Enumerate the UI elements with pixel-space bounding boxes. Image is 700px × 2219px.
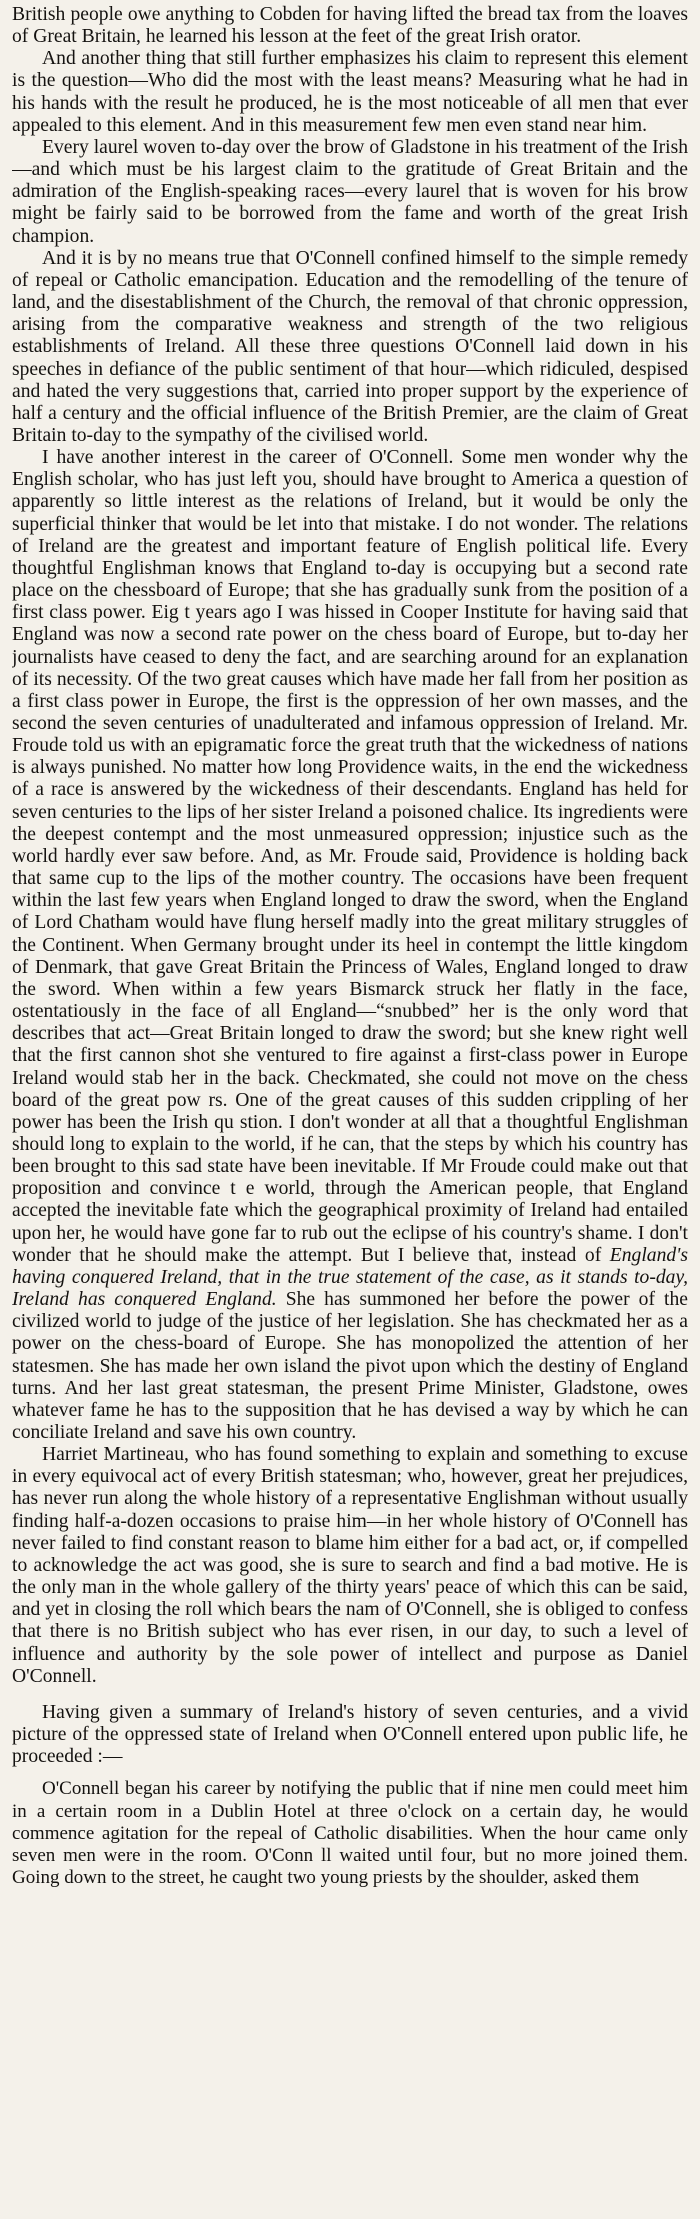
paragraph-summary-intro: Having given a summary of Ireland's history of seven centuries, and a vivid picture of the oppressed state of Ireland when O'Connell entered upon public life, he proceeded :— — [12, 1701, 688, 1768]
paragraph-harriet-martineau: Harriet Martineau, who has found something to explain and something to excuse in every equivocal act of every British statesman; who, however, great her prejudices, has never run along the whole history of a representative Englishman without usually finding half-a-dozen occasions to praise him—in her whole history of O'Connell has never failed to find constant reason to blame him either for a bad act, or, if compelled to acknowledge the act was good, she is sure to search and find a bad motive. He is the only man in the whole gallery of the thirty years' peace of which this can be said, and yet in closing the roll which bears the nam of O'Connell, she is obliged to confess that there is no British subject who has ever risen, in our day, to such a level of influence and authority by the sole power of intellect and purpose as Daniel O'Connell. — [12, 1444, 688, 1687]
paragraph-oconnell-career: O'Connell began his career by notifying the public that if nine men could meet him in a certain room in a Dublin Hotel at three o'clock on a certain day, he would commence agitation for the repeal of Catholic disabilities. When the hour came only seven men were in the room. O'Conn ll waited until four, but no more joined them. Going down to the street, he caught two young priests by the shoulder, asked them — [12, 1778, 688, 1888]
italic-emphasis: England's having conquered Ireland, that in the true statement of the case, as it stands to-day, Ireland has conquered England. — [12, 1244, 688, 1311]
paragraph-england-second-rate — [12, 447, 688, 1444]
paragraph-england-text: I have another interest in the career of O'Connell. Some men wonder why the English scholar, who has just left you, should have brought to America a question of apparently so little interest as the relations of Ireland, but it would be only the superficial thinker that would be let into that mistake. I do not wonder. The relations of Ireland are the greatest and important feature of English political life. Every thoughtful Englishman knows that England to-day is occupying but a second rate place on the chessboard of Europe; that she has gradually sunk from the position of a first class power. Eig t years ago I was hissed in Cooper Institute for having said that England was now a second rate power on the chess board of Europe, but to-day her journalists have ceased to deny the fact, and are searching around for an explanation of its necessity. Of the two great causes which have made her fall from her position as a first class power in Europe, the first is the oppression of her own masses, and the second the seven centuries of unadulterated and infamous oppression of Ireland. Mr. Froude told us with an epigramatic force the great truth that the wickedness of nations is always punished. No matter how long Providence waits, in the end the wickedness of a race is answered by the wickedness of their descendants. England has held for seven centuries to the lips of her sister Ireland a poisoned chalice. Its ingredients were the deepest contempt and the most unmeasured oppression; injustice such as the world hardly ever saw before. And, as Mr. Froude said, Providence is holding back that same cup to the lips of the mother country. The occasions have been frequent within the last few years when England longed to draw the sword, when the England of Lord Chatham would have flung herself madly into the great military struggles of the Continent. When Germany brought under its heel in contempt the little kingdom of Denmark, that gave Great Britain the Princess of Wales, England longed to draw the sword. When within a few years Bismarck struck her flatly in the face, ostentatiously in the face of all England—“snubbed” her is the only word that describes that act—Great Britain longed to draw the sword; but she knew right well that the first cannon shot she ventured to fire against a first-class power in Europe Ireland would stab her in the back. Checkmated, she could not move on the chess board of the great pow rs. One of the great causes of this sudden crippling of her power has been the Irish qu stion. I don't wonder at all that a thoughtful Englishman should long to explain to the world, if he can, that the steps by which his country has been brought to this sad state have been inevitable. If Mr Froude could make out that proposition and convince t e world, through the American people, that England accepted the inevitable fate which the geographical proximity of Ireland had entailed upon her, he would have gone far to rub out the eclipse of his country's shame. I don't wonder that he should make the attempt. But I believe that, instead of — [12, 447, 688, 1266]
paragraph-england-tail: She has summoned her before the power of the civilized world to judge of the justice of her legislation. She has checkmated her as a power on the chess-board of Europe. She has monopolized the attention of her statesmen. She has made her own island the pivot upon which the destiny of England turns. And her last great statesman, the present Prime Minister, Gladstone, owes whatever fame he has to the supposition that he has devised a way by which he can conciliate Ireland and save his own country. — [12, 1289, 688, 1443]
paragraph-oconnell-reforms: And it is by no means true that O'Connell confined himself to the simple remedy of repeal or Catholic emancipation. Education and the remodelling of the tenure of land, and the disestablishment of the Church, the removal of that chronic oppression, arising from the comparative weakness and strength of the two religious establishments of Ireland. All these three questions O'Connell laid down in his speeches in defiance of the public sentiment of that hour—which ridiculed, despised and hated the very suggestions that, carried into proper support by the experience of half a century and the official influence of the British Premier, are the claim of Great Britain to-day to the sympathy of the civilised world. — [12, 247, 688, 446]
newspaper-column — [12, 0, 688, 2215]
paragraph-cobden: British people owe anything to Cobden for having lifted the bread tax from the loaves of Great Britain, he learned his lesson at the feet of the great Irish orator. — [12, 4, 688, 48]
paragraph-gladstone-laurel: Every laurel woven to-day over the brow of Gladstone in his treatment of the Irish—and which must be his largest claim to the gratitude of Great Britain and the admiration of the English-speaking races—every laurel that is woven for his brow might be fairly said to be borrowed from the fame and worth of the great Irish champion. — [12, 136, 688, 247]
paragraph-claim-to-represent: And another thing that still further emphasizes his claim to represent this element is the question—Who did the most with the least means? Measuring what he had in his hands with the result he produced, he is the most noticeable of all men that ever appealed to this element. And in this measurement few men even stand near him. — [12, 48, 688, 136]
